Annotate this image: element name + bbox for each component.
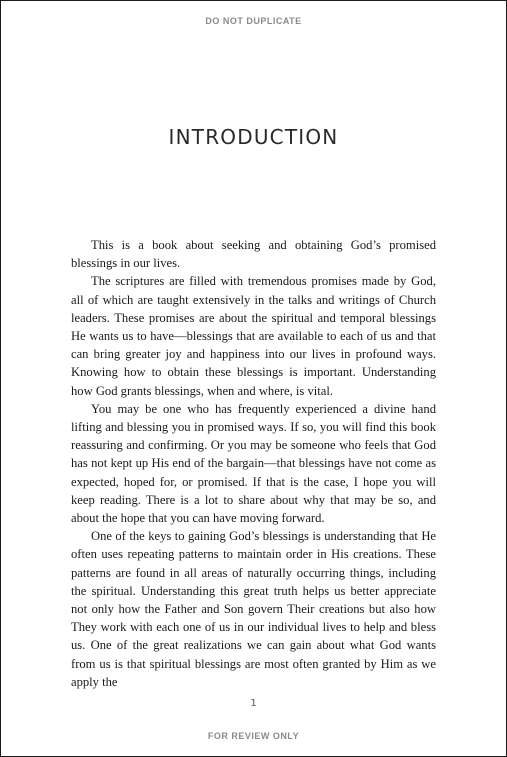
paragraph: One of the keys to gaining God’s blessings is understanding that He often uses repeating patterns to maintain order in His creations. These patterns are found in all areas of naturally occurring things, including the spiritual. Understanding this great truth helps us better appreciate not only how the Father and Son govern Their creations but also how They work with each one of us in our individual lives to help and bless us. One of the great realizations we can gain about what God wants from us is that spiritual blessings are most often granted by Him as we apply the <box>71 529 436 689</box>
paragraph: The scriptures are filled with tremendous promises made by God, all of which are taught extensively in the talks and writings of Church leaders. These promises are about the spiritual and temporal blessings He wants us to have—blessings that are available to each of us and that can bring greater joy and happiness into our lives in profound ways. Knowing how to obtain these blessings is important. Understanding how God grants blessings, when and where, is vital. <box>71 274 436 398</box>
paragraph: This is a book about seeking and obtaining God’s promised blessings in our lives. <box>71 238 436 271</box>
watermark-top: DO NOT DUPLICATE <box>205 16 302 26</box>
paragraph: You may be one who has frequently experienced a divine hand lifting and blessing you in promised ways. If so, you will find this book reassuring and confirming. Or you may be someone who feels that God has not kept up His end of the bargain—that blessings have not come as expected, hoped for, or promised. If that is the case, I hope you will keep reading. There is a lot to share about why that may be so, and about the hope that you can have moving forward. <box>71 401 436 526</box>
page-number: 1 <box>250 698 257 709</box>
chapter-title: INTRODUCTION <box>168 125 339 149</box>
body-text <box>71 236 436 691</box>
watermark-bottom: FOR REVIEW ONLY <box>207 731 300 741</box>
